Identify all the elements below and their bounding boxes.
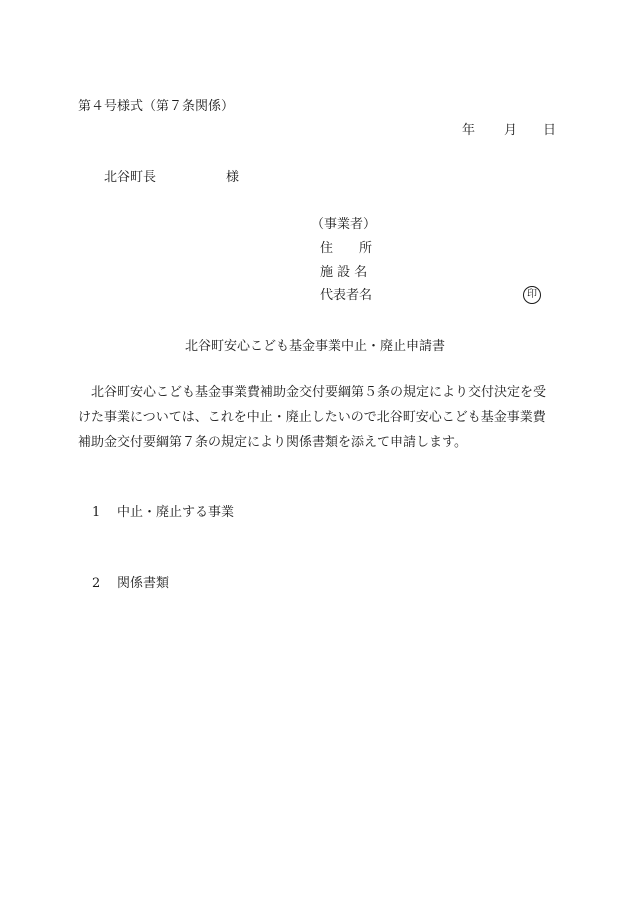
addressee-honorific: 様 bbox=[226, 170, 240, 185]
seal-mark: 印 bbox=[523, 286, 541, 304]
item-2-number: 2 bbox=[92, 576, 101, 591]
applicant-heading: （事業者） bbox=[311, 217, 377, 232]
date-day-label: 日 bbox=[543, 123, 557, 138]
form-number: 第４号様式（第７条関係） bbox=[78, 99, 235, 114]
representative-label: 代表者名 bbox=[320, 288, 373, 303]
address-label: 住 所 bbox=[320, 241, 373, 256]
document-title: 北谷町安心こども基金事業中止・廃止申請書 bbox=[184, 339, 445, 354]
body-paragraph: 北谷町安心こども基金事業費補助金交付要綱第５条の規定により交付決定を受けた事業については、これを中止・廃止したいので北谷町安心こども基金事業費補助金交付要綱第７条の規定により関係書類を添えて申請します。 bbox=[78, 385, 547, 450]
date-year-label: 年 bbox=[462, 123, 476, 138]
addressee-name: 北谷町長 bbox=[104, 170, 157, 185]
item-1-number: 1 bbox=[92, 505, 101, 520]
date-month-label: 月 bbox=[504, 123, 518, 138]
facility-name-label: 施 設 名 bbox=[320, 265, 368, 280]
item-2-label: 関係書類 bbox=[117, 576, 170, 591]
item-1-label: 中止・廃止する事業 bbox=[117, 505, 235, 520]
